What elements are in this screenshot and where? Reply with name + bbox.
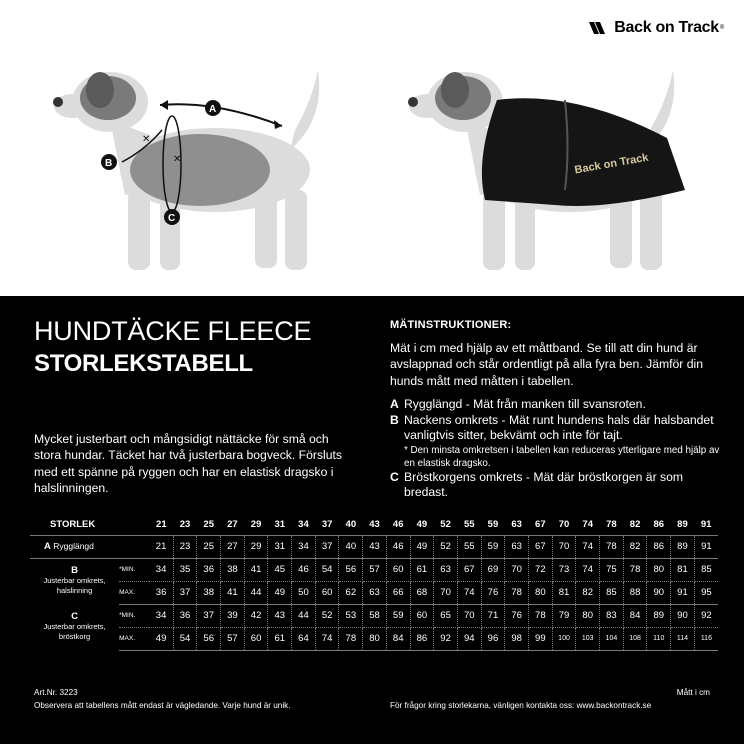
article-number: Art.Nr. 3223 [34,688,78,697]
size-header-cell: 89 [677,519,688,531]
table-cell: 76 [505,604,529,627]
unit-label: Mått i cm [676,688,710,697]
table-cell: 75 [600,558,624,581]
dog-blanket-illustration [405,60,705,280]
table-cell: 40 [339,535,363,558]
table-cell: 21 [149,535,173,558]
size-header-cell: 82 [629,519,641,531]
row-key: C [71,611,78,622]
table-cell: 49 [268,581,292,604]
size-header-cell: 23 [179,519,191,531]
table-cell: 38 [221,558,245,581]
footer-right [390,686,710,712]
row-key: A [44,541,51,552]
table-cell: 70 [505,558,529,581]
table-cell: 84 [386,627,410,650]
brand-name: Back on Track [614,19,719,36]
instructions-intro: Mät i cm med hjälp av ett måttband. Se till att din hund är avslappnad och står ordentligt på alla fyra ben. Jämför din hunds mått med måtten i tabellen. [390,341,703,388]
table-cell: 53 [339,604,363,627]
table-cell: 83 [600,604,624,627]
size-header-cell: 37 [321,519,333,531]
max-label: MAX. [119,581,149,604]
table-cell: 92 [434,627,458,650]
table-cell: 86 [647,535,671,558]
size-header-cell: 91 [700,519,712,531]
size-header-cell: 34 [298,519,309,531]
table-cell: 57 [221,627,245,650]
table-cell: 95 [694,581,718,604]
table-cell: 59 [386,604,410,627]
table-cell: 91 [671,581,695,604]
size-header-cell: 55 [463,519,475,531]
table-cell: 61 [410,558,434,581]
instruction-text: Bröstkorgens omkrets - Mät där bröstkorgen är som bredast. [404,469,684,500]
table-cell: 44 [244,581,268,604]
instruction-key: C [390,469,399,484]
row-label: Rygglängd [53,541,94,551]
table-cell: 81 [552,581,576,604]
table-cell: 56 [197,627,221,650]
size-table [30,515,718,651]
table-cell: 114 [671,627,695,650]
min-label: *MIN. [119,558,149,581]
instruction-note: * Den minsta omkretsen i tabellen kan reduceras ytterligare med hjälp av en elastisk dragsko. [404,444,720,469]
size-header-cell: 74 [582,519,593,531]
table-row-c-max [30,627,718,650]
disclaimer: Observera att tabellens mått endast är vägledande. Varje hund är unik. [34,701,291,710]
table-cell: 100 [552,627,576,650]
table-cell: 78 [600,535,624,558]
size-header-cell: 70 [558,519,570,531]
table-cell: 60 [315,581,339,604]
table-cell: 41 [221,581,245,604]
max-label: MAX. [119,627,149,650]
size-header-cell: 31 [274,519,286,531]
svg-text:✕: ✕ [142,134,151,145]
table-cell: 62 [339,581,363,604]
page-title: STORLEKSTABELL [34,350,253,377]
table-cell: 69 [481,558,505,581]
table-cell: 38 [197,581,221,604]
contact-info: För frågor kring storlekarna, vänligen kontakta oss: www.backontrack.se [390,701,652,710]
table-cell: 80 [528,581,552,604]
size-header-cell: 21 [156,519,167,531]
table-cell: 34 [292,535,316,558]
table-cell: 46 [386,535,410,558]
table-cell: 55 [457,535,481,558]
size-header-cell: 67 [535,519,546,531]
table-cell: 82 [623,535,647,558]
marker-c: C [168,213,176,224]
table-cell: 85 [694,558,718,581]
table-cell: 36 [149,581,173,604]
size-header-cell: 63 [511,519,522,531]
table-cell: 88 [623,581,647,604]
size-header-cell: 40 [345,519,357,531]
table-cell: 110 [647,627,671,650]
table-cell: 70 [434,581,458,604]
table-cell: 89 [647,604,671,627]
table-cell: 43 [268,604,292,627]
instruction-key: B [390,412,399,427]
table-cell: 25 [197,535,221,558]
table-cell: 85 [600,581,624,604]
size-header-label: STORLEK [50,519,96,531]
size-header-cell: 27 [227,519,238,531]
table-cell: 50 [292,581,316,604]
table-cell: 44 [292,604,316,627]
footer-left [34,686,291,712]
instructions-heading: MÄTINSTRUKTIONER: [390,319,512,331]
table-cell: 80 [647,558,671,581]
table-cell: 80 [363,627,387,650]
table-row-a [30,535,718,558]
table-cell: 31 [268,535,292,558]
table-cell: 74 [315,627,339,650]
table-cell: 67 [528,535,552,558]
size-header-cell: 49 [416,519,428,531]
table-cell: 60 [244,627,268,650]
table-cell: 94 [457,627,481,650]
instruction-b [390,413,720,444]
size-header-cell: 52 [440,519,451,531]
table-cell: 63 [363,581,387,604]
instruction-key: A [390,397,399,412]
illustration-panel [0,0,744,296]
table-cell: 37 [173,581,197,604]
table-cell: 49 [410,535,434,558]
table-cell: 35 [173,558,197,581]
table-cell: 60 [386,558,410,581]
table-cell: 68 [410,581,434,604]
logo-mark-icon [589,20,611,36]
instruction-a [390,397,720,413]
table-cell: 34 [149,558,173,581]
table-cell: 52 [315,604,339,627]
row-key: B [71,565,78,577]
table-cell: 76 [481,581,505,604]
table-cell: 81 [671,558,695,581]
table-cell: 90 [671,604,695,627]
table-cell: 45 [268,558,292,581]
table-cell: 57 [363,558,387,581]
table-cell: 72 [528,558,552,581]
product-description: Mycket justerbart och mångsidigt nättäcke för små och stora hundar. Täcket har två justerbara bogveck. Försluts med ett spänne på ryggen och har en elastisk dragsko i halslinningen. [34,432,343,496]
table-cell: 46 [292,558,316,581]
blanket-print: Back on Track [573,151,650,177]
table-cell: 82 [576,581,600,604]
table-cell: 108 [623,627,647,650]
table-cell: 96 [481,627,505,650]
size-header-cell: 86 [653,519,665,531]
table-cell: 98 [505,627,529,650]
table-cell: 92 [694,604,718,627]
instruction-c [390,470,720,501]
instruction-text: Rygglängd - Mät från manken till svansroten. [404,397,646,412]
table-cell: 86 [410,627,434,650]
size-header-cell: 43 [369,519,380,531]
marker-b: B [105,158,113,169]
marker-a: A [209,104,217,115]
table-cell: 90 [647,581,671,604]
table-cell: 41 [244,558,268,581]
table-cell: 63 [434,558,458,581]
table-cell: 89 [671,535,695,558]
table-cell: 36 [197,558,221,581]
table-cell: 49 [149,627,173,650]
table-cell: 84 [623,604,647,627]
row-a-label [30,535,149,558]
min-label: *MIN. [119,604,149,627]
row-label: Justerbar omkrets, halslinning [43,576,106,596]
product-title: HUNDTÄCKE FLEECE [34,316,312,346]
table-row-b-min [30,558,718,581]
table-cell: 78 [623,558,647,581]
instructions [390,319,720,501]
table-cell: 60 [410,604,434,627]
table-cell: 116 [694,627,718,650]
table-cell: 104 [600,627,624,650]
table-cell: 29 [244,535,268,558]
row-b-label [30,558,119,604]
table-cell: 103 [576,627,600,650]
table-cell: 34 [149,604,173,627]
table-cell: 59 [481,535,505,558]
instruction-text: Nackens omkrets - Mät runt hundens hals där halsbandet vanligtvis sitter, bekvämt och inte för tajt. [404,412,714,443]
size-header-cell: 59 [487,519,499,531]
table-cell: 78 [505,581,529,604]
row-label: Justerbar omkrets, bröstkorg [43,622,106,641]
row-c-label [30,604,119,650]
table-cell: 54 [315,558,339,581]
table-cell: 70 [552,535,576,558]
table-cell: 66 [386,581,410,604]
table-row-c-min [30,604,718,627]
size-header-cell: 78 [606,519,617,531]
table-cell: 70 [457,604,481,627]
table-cell: 36 [173,604,197,627]
table-cell: 64 [292,627,316,650]
table-cell: 37 [197,604,221,627]
table-cell: 54 [173,627,197,650]
brand-registered: ® [719,25,724,31]
table-cell: 39 [221,604,245,627]
table-cell: 79 [552,604,576,627]
table-cell: 80 [576,604,600,627]
table-cell: 74 [457,581,481,604]
table-cell: 61 [268,627,292,650]
table-cell: 52 [434,535,458,558]
table-cell: 67 [457,558,481,581]
dog-measurement-illustration [50,60,350,280]
table-cell: 73 [552,558,576,581]
table-cell: 78 [339,627,363,650]
table-cell: 56 [339,558,363,581]
table-cell: 27 [221,535,245,558]
table-cell: 78 [528,604,552,627]
table-cell: 74 [576,558,600,581]
table-cell: 42 [244,604,268,627]
table-cell: 58 [363,604,387,627]
table-cell: 65 [434,604,458,627]
table-cell: 91 [694,535,718,558]
table-cell: 23 [173,535,197,558]
brand-logo [589,17,724,39]
size-header-cell: 25 [203,519,214,531]
table-cell: 63 [505,535,529,558]
table-cell: 74 [576,535,600,558]
table-cell: 99 [528,627,552,650]
table-cell: 71 [481,604,505,627]
size-header-cell: 46 [392,519,404,531]
size-header-cell: 29 [250,519,262,531]
table-cell: 43 [363,535,387,558]
table-header-row [30,515,718,535]
table-row-b-max [30,581,718,604]
table-cell: 37 [315,535,339,558]
svg-text:✕: ✕ [173,154,182,165]
